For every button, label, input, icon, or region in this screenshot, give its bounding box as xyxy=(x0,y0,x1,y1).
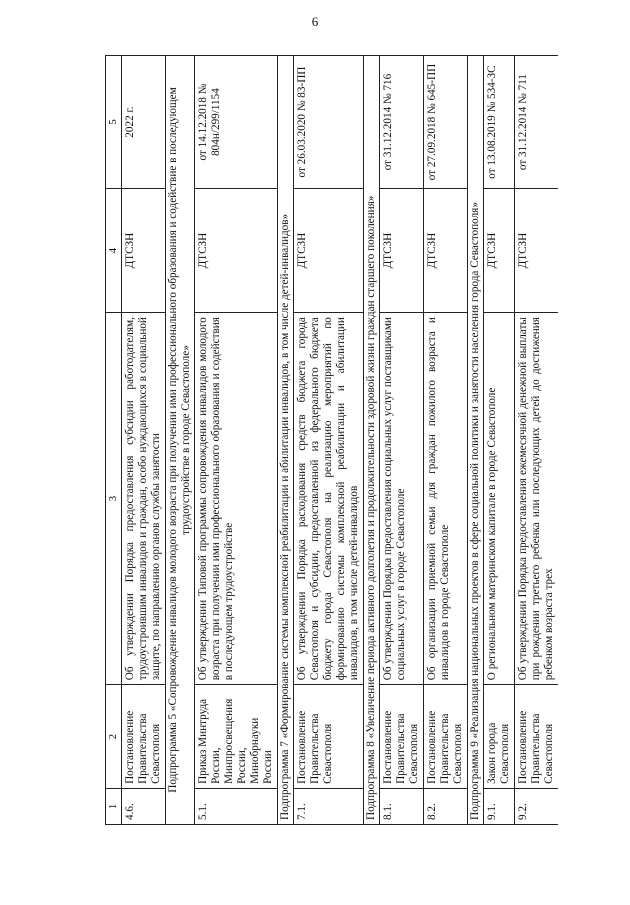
executor: ДТСЗН xyxy=(515,189,559,313)
row-number: 8.1. xyxy=(380,788,424,824)
table-body xyxy=(106,56,559,825)
header-cell: 4 xyxy=(106,189,122,313)
document-title: Об утверждении Порядка предоставления субсидии работодателям, трудоустроившим инвалидов и граждан, особо нуждающихся в социальной защите, по направлению органов службы занятости xyxy=(122,313,166,685)
table-row xyxy=(484,56,515,825)
header-cell: 3 xyxy=(106,313,122,685)
document-date-number: от 31.12.2014 № 716 xyxy=(380,56,424,189)
document-date-number: от 14.12.2018 № 804н/299/1154 xyxy=(195,56,278,189)
page-number: 6 xyxy=(311,14,319,29)
executor: ДТСЗН xyxy=(195,189,278,313)
section-title: Подпрограмма 8 «Увеличение периода активного долголетия и продолжительности здоровой жизни граждан старшего поколения» xyxy=(364,56,380,825)
document-title: Об утверждении Порядка предоставления социальных услуг поставщиками социальных услуг в городе Севастополе xyxy=(380,313,424,685)
document-type: Приказ Минтруда России, Минпросвещения России, Минобрнауки России xyxy=(195,685,278,789)
document-date-number: от 13.08.2019 № 534-ЗС xyxy=(484,56,515,189)
document-title: Об утверждении Порядка расходования средств бюджета города Севастополя и субсидии, предоставленной из федерального бюджета бюджету города Севастополя на реализацию мероприятий по формированию системы комплексной реабилитации и абилитации инвалидов, в том числе детей-инвалидов xyxy=(294,313,364,685)
legal-acts-table xyxy=(105,55,558,825)
header-cell: 2 xyxy=(106,685,122,789)
executor: ДТСЗН xyxy=(424,189,468,313)
row-number: 7.1. xyxy=(294,788,364,824)
section-row xyxy=(468,56,484,825)
table-row xyxy=(424,56,468,825)
row-number: 8.2. xyxy=(424,788,468,824)
table-row xyxy=(294,56,364,825)
header-cell: 1 xyxy=(106,788,122,824)
section-title: Подпрограмма 7 «Формирование системы комплексной реабилитации и абилитации инвалидов, в том числе детей-инвалидов» xyxy=(278,56,294,825)
executor: ДТСЗН xyxy=(380,189,424,313)
document-type: Постановление Правительства Севастополя xyxy=(424,685,468,789)
section-row xyxy=(364,56,380,825)
header-cell: 5 xyxy=(106,56,122,189)
document-date-number: от 31.12.2014 № 711 xyxy=(515,56,559,189)
document-type: Постановление Правительства Севастополя xyxy=(122,685,166,789)
document-title: Об утверждении Типовой программы сопровождения инвалидов молодого возраста при получении ими профессионального образования и содействия в последующем трудоустройстве xyxy=(195,313,278,685)
executor: ДТСЗН xyxy=(294,189,364,313)
document-date-number: от 27.09.2018 № 645-ПП xyxy=(424,56,468,189)
row-number: 4.6. xyxy=(122,788,166,824)
section-row xyxy=(278,56,294,825)
rotated-table-container xyxy=(105,55,585,825)
document-type: Постановление Правительства Севастополя xyxy=(380,685,424,789)
document-type: Постановление Правительства Севастополя xyxy=(515,685,559,789)
table-row xyxy=(515,56,559,825)
document-title xyxy=(515,313,559,685)
table-row xyxy=(195,56,278,825)
document-title-text: Об утверждении Порядка предоставления ежемесячной денежной выплаты при рождении третьего ребенка или последующих детей до достижения ребенком возраста трех xyxy=(517,317,555,681)
table-header-row xyxy=(106,56,122,825)
executor: ДТСЗН xyxy=(122,189,166,313)
executor: ДТСЗН xyxy=(484,189,515,313)
document-title: Об организации приемной семьи для граждан пожилого возраста и инвалидов в городе Севастополе xyxy=(424,313,468,685)
document-date-number: 2022 г. xyxy=(122,56,166,189)
section-title: Подпрограмма 9 «Реализация национальных проектов в сфере социальной политики и занятости населения города Севастополя» xyxy=(468,56,484,825)
document-type: Постановление Правительства Севастополя xyxy=(294,685,364,789)
row-number: 5.1. xyxy=(195,788,278,824)
table-row xyxy=(122,56,166,825)
row-number: 9.1. xyxy=(484,788,515,824)
table-row xyxy=(380,56,424,825)
section-title: Подпрограмма 5 «Сопровождение инвалидов молодого возраста при получении ими профессионального образования и содействие в последующем трудоустройстве в городе Севастополе» xyxy=(166,56,195,825)
section-row xyxy=(166,56,195,825)
row-number: 9.2. xyxy=(515,788,559,824)
document-date-number: от 26.03.2020 № 83-ПП xyxy=(294,56,364,189)
document-title: О региональном материнском капитале в городе Севастополе xyxy=(484,313,515,685)
document-type: Закон города Севастополя xyxy=(484,685,515,789)
